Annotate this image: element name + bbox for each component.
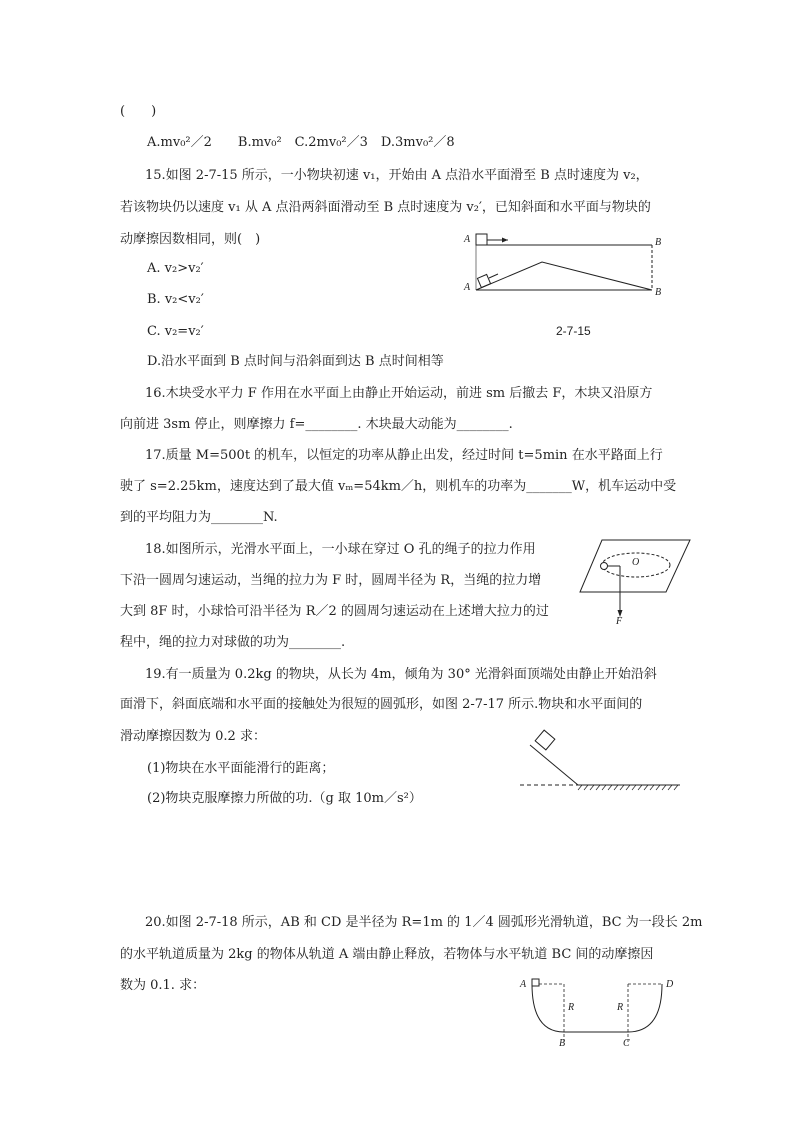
q15-option-b: B. v₂<v₂′: [147, 292, 204, 307]
q15-option-c: C. v₂=v₂′: [147, 324, 204, 339]
q17-line-3: 到的平均阻力为________N.: [120, 510, 278, 525]
q20-line-1: 20.如图 2-7-18 所示，AB 和 CD 是半径为 R=1m 的 1／4 圆弧形光滑轨道，BC 为一段长 2m: [145, 915, 703, 930]
q20-line-3: 数为 0.1. 求：: [120, 978, 206, 993]
q16-line-2: 向前进 3sm 停止，则摩擦力 f=________. 木块最大动能为________.: [120, 417, 513, 432]
q20-label-c: C: [623, 1038, 630, 1046]
q20-track: [532, 984, 662, 1032]
q17-line-1: 17.质量 M=500t 的机车，以恒定的功率从静止出发，经过时间 t=5min 在水平路面上行: [145, 448, 663, 463]
q18-line-4: 程中，绳的拉力对球做的功为________.: [120, 635, 346, 650]
q18-line-2: 下沿一圆周匀速运动，当绳的拉力为 F 时，圆周半径为 R，当绳的拉力增: [120, 573, 542, 588]
q18-line-3: 大到 8F 时，小球恰可沿半径为 R／2 的圆周匀速运动在上述增大拉力的过: [120, 604, 549, 619]
q15-line-2: 若该物块仍以速度 v₁ 从 A 点沿两斜面滑动至 B 点时速度为 v₂′，已知斜面和水平面与物块的: [120, 200, 651, 215]
q15-label-b-top: B: [655, 237, 662, 248]
q19-line-1: 19.有一质量为 0.2kg 的物块，从长为 4m，倾角为 30° 光滑斜面顶端处由静止开始沿斜: [145, 667, 657, 682]
q15-figure-caption: 2-7-15: [556, 324, 591, 338]
q15-label-a-top: A: [464, 234, 471, 245]
q14-options: A.mv₀²／2 B.mv₀² C.2mv₀²／3 D.3mv₀²／8: [147, 135, 455, 150]
q19-incline: [530, 745, 578, 785]
q15-block-bottom: [477, 274, 490, 287]
q20-label-d: D: [666, 979, 674, 990]
q19-sub-1: (1)物块在水平面能滑行的距离；: [147, 761, 335, 776]
q18-ball: [601, 563, 608, 570]
q15-figure: [460, 228, 670, 308]
q18-line-1: 18.如图所示，光滑水平面上，一小球在穿过 O 孔的绳子的拉力作用: [145, 542, 536, 557]
q18-figure: [578, 538, 694, 626]
q19-figure: [516, 727, 682, 797]
q20-label-b: B: [559, 1038, 566, 1046]
q18-label-f: F: [616, 616, 623, 626]
q15-block-top: [476, 234, 487, 245]
q18-label-o: O: [632, 557, 640, 568]
q19-line-3: 滑动摩擦因数为 0.2 求：: [120, 729, 266, 744]
q14-bracket: ( ): [120, 104, 157, 119]
q15-option-a: A. v₂>v₂′: [147, 261, 204, 276]
q15-slopes: [476, 262, 652, 290]
q16-line-1: 16.木块受水平力 F 作用在水平面上由静止开始运动，前进 sm 后撤去 F，木块又沿原方: [145, 386, 653, 401]
q15-option-d: D.沿水平面到 B 点时间与沿斜面到达 B 点时间相等: [147, 354, 444, 369]
q19-line-2: 面滑下，斜面底端和水平面的接触处为很短的圆弧形，如图 2-7-17 所示.物块和水平面间的: [120, 697, 643, 712]
q20-line-2: 的水平轨道质量为 2kg 的物体从轨道 A 端由静止释放，若物体与水平轨道 BC 间的动摩擦因: [120, 947, 654, 962]
q15-line-1: 15.如图 2-7-15 所示，一小物块初速 v₁，开始由 A 点沿水平面滑至 B 点时速度为 v₂，: [145, 168, 649, 183]
q20-label-r2: R: [617, 1002, 624, 1013]
q17-line-2: 驶了 s=2.25km，速度达到了最大值 vₘ=54km／h，则机车的功率为_______W，机车运动中受: [120, 479, 677, 494]
q20-figure: [514, 976, 686, 1046]
q15-label-a-bottom: A: [464, 282, 471, 293]
q20-label-r1: R: [568, 1002, 575, 1013]
q20-block: [532, 979, 539, 986]
q20-label-a: A: [520, 979, 527, 990]
q19-sub-2: (2)物块克服摩擦力所做的功.（g 取 10m／s²）: [147, 791, 422, 806]
q15-line-3: 动摩擦因数相同，则( ): [120, 232, 261, 247]
q19-block: [535, 730, 555, 750]
q15-label-b-bottom: B: [655, 287, 662, 298]
